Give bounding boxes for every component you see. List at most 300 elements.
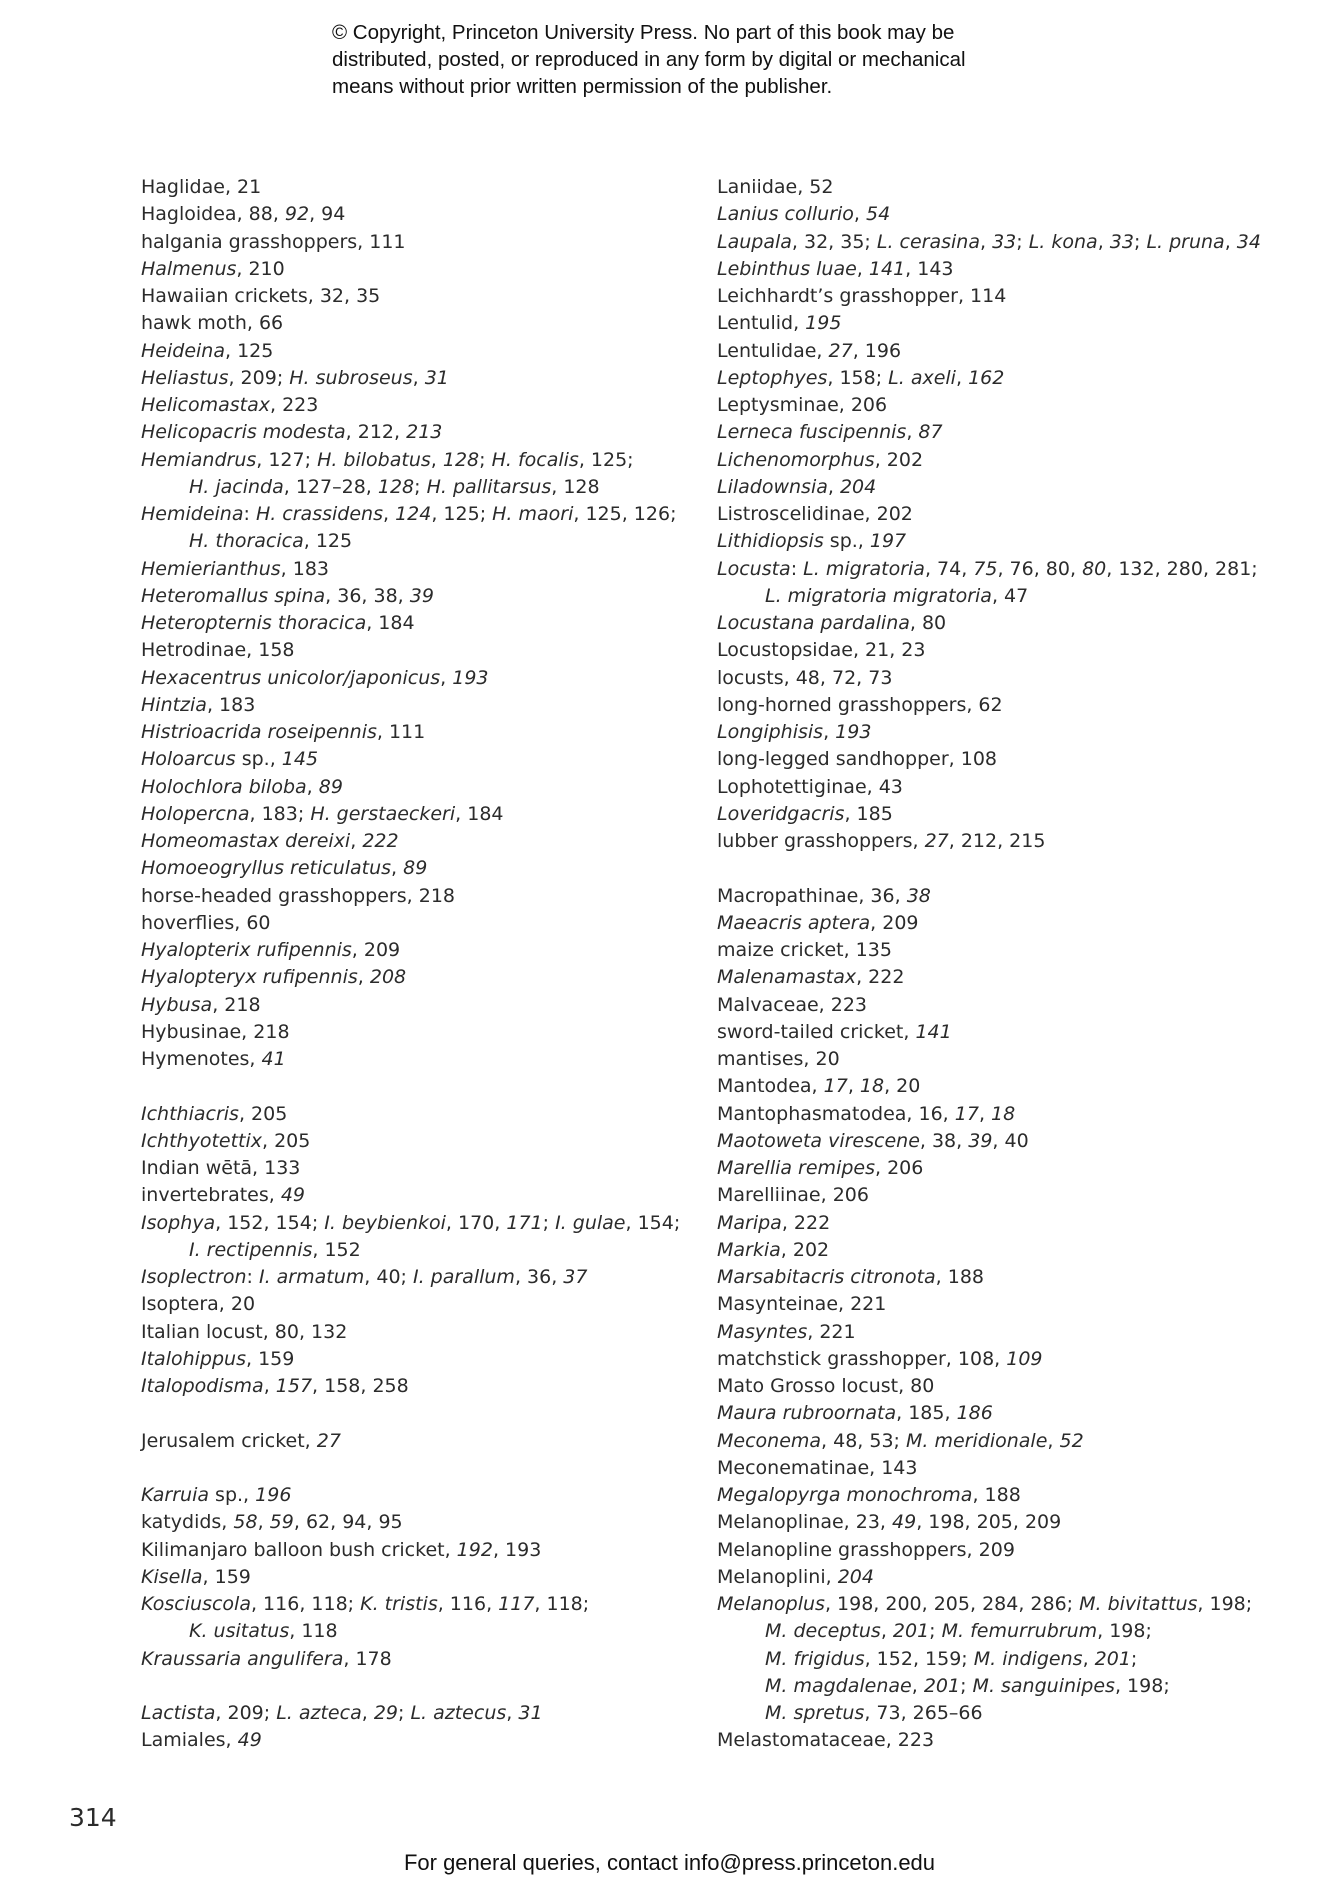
index-entry [717,746,1297,773]
index-entry-line [141,774,701,801]
index-entry [141,310,701,337]
index-term: , 80 [909,612,947,634]
index-entry-line [717,474,1297,501]
index-entry-line [141,1264,701,1291]
index-entry [141,883,701,910]
index-term: , 221 [807,1320,856,1343]
index-entry-line [141,1291,701,1318]
index-term: Hetrodinae, 158 [141,639,295,662]
index-term-italic: L. aztecus [410,1702,507,1724]
index-entry [717,637,1297,664]
index-entry [141,256,701,283]
index-term-italic: Heliastus [141,366,229,389]
index-term: , 193 [492,1538,542,1561]
index-entry [141,1319,701,1346]
index-term-italic: Holoarcus [141,748,236,771]
index-term-italic: 87 [918,421,943,444]
index-term-italic: Masyntes [717,1320,808,1343]
index-entry [717,774,1297,801]
index-term: sp., [823,530,870,553]
index-entry-line [141,1537,701,1564]
index-entry [717,1019,1297,1046]
index-entry-line [717,1428,1297,1455]
index-term: , [361,1702,374,1724]
index-entry [717,1319,1297,1346]
index-term: , 198, 205, 209 [916,1511,1062,1534]
index-entry-line [141,365,701,392]
index-term-italic: Ichthiacris [141,1102,239,1125]
index-entry [141,1346,701,1373]
index-term: , 183 [206,693,256,716]
index-term: , 178 [343,1647,392,1670]
index-entry [141,1482,701,1509]
index-entry-line [717,1482,1297,1509]
index-term: , 202 [874,448,924,471]
index-term-italic: 52 [1059,1429,1084,1452]
index-term-italic: M. femurrubrum [941,1620,1098,1643]
index-term-italic: 58 [233,1511,258,1534]
index-entry [141,419,701,446]
index-term: , 205 [262,1129,311,1152]
index-entry-line [717,365,1297,392]
index-term: , 159 [202,1565,251,1588]
index-entry [717,556,1297,611]
index-term: , 47 [991,584,1029,607]
index-term: horse-headed grasshoppers, 218 [141,884,455,907]
index-term-italic: H. focalis [491,448,579,471]
index-term-italic: Markia [717,1238,781,1261]
index-term: , [880,1620,893,1643]
index-term: katydids, [141,1511,234,1534]
index-term: : [243,503,256,525]
index-term: Hawaiian crickets, 32, 35 [141,285,381,307]
index-entry-line [141,501,701,528]
index-term-italic: L. cerasina [876,230,980,253]
index-entry-line [717,501,1297,528]
index-entry-line [141,1428,701,1455]
index-entry [717,1155,1297,1182]
index-term-italic: Locusta [717,557,791,580]
index-term: , 76, 80, [997,557,1083,580]
index-entry [141,992,701,1019]
index-term-italic: 49 [892,1511,917,1534]
index-term: , 183 [280,557,330,580]
index-entry [141,964,701,991]
index-term-italic: H. thoracica [189,530,304,553]
index-term-italic: 222 [362,830,399,852]
index-entry-line [717,1073,1297,1100]
index-term-italic: Heteromallus spina [141,584,326,607]
index-entry [717,1046,1297,1073]
index-entry-line [141,719,701,746]
index-term: , 20 [884,1075,921,1098]
index-entry-line [141,556,701,583]
index-entry-line [141,419,701,446]
index-entry [141,1537,701,1564]
index-entry [141,1564,701,1591]
index-term-italic: Hyalopterix rufipennis [141,939,352,961]
index-term: , [382,503,396,525]
index-entry-line [717,774,1297,801]
index-term-italic: M. sanguinipes [972,1674,1115,1697]
index-term: , 184 [366,612,415,634]
index-term: , [440,666,453,689]
index-term-italic: Locustana pardalina [717,612,910,634]
index-entry-line [717,1455,1297,1482]
index-entry [141,229,701,256]
index-term: Masynteinae, 221 [717,1293,887,1316]
index-entry [717,801,1297,828]
index-term: invertebrates, [141,1184,281,1207]
index-term-italic: L. axeli [888,366,956,389]
index-entry [717,229,1297,256]
index-entry [141,1101,701,1128]
index-entry [717,1210,1297,1237]
index-entry-continuation [717,583,1297,610]
index-term-italic: 201 [1094,1647,1131,1670]
index-term-italic: Loveridgacris [717,802,845,825]
index-entry-line [717,229,1297,256]
index-entry [717,692,1297,719]
index-entry [717,365,1297,392]
index-entry [141,855,701,882]
index-term-italic: Heideina [141,339,225,362]
index-term: , 48, 53; [821,1429,906,1452]
index-entry-line [141,937,701,964]
index-term-italic: 157 [275,1375,313,1397]
index-entry-line [141,1482,701,1509]
index-entry [717,1128,1297,1155]
index-entry-line [717,1237,1297,1264]
index-term-italic: I. parallum [412,1266,515,1288]
index-entry-continuation [717,1673,1297,1700]
index-term-italic: 18 [991,1102,1016,1125]
index-term-italic: Leptophyes [717,366,828,389]
index-entry-line [717,174,1297,201]
index-term: Italian locust, 80, 132 [141,1320,348,1343]
index-term: , [412,366,425,389]
index-term-italic: Ichthyotettix [141,1129,263,1152]
index-entry [717,828,1297,855]
index-entry-line [717,256,1297,283]
index-entry [141,583,701,610]
index-term: ; [398,1702,411,1724]
index-term: Lentulid, [717,312,806,335]
index-term: Malvaceae, 223 [717,993,868,1016]
index-term: , 198; [1097,1620,1152,1643]
index-term-italic: 201 [892,1620,930,1643]
index-entry [717,1591,1297,1727]
index-entry-line [141,1155,701,1182]
index-term: Marelliinae, 206 [717,1184,869,1207]
index-entry-line [717,637,1297,664]
index-entry-continuation [141,1618,701,1645]
index-term-italic: 204 [837,1565,874,1588]
index-entry-line [717,883,1297,910]
index-term: Lentulidae, [717,339,829,362]
index-term-italic: Homeomastax dereixi [141,830,351,852]
index-term-italic: Kraussaria angulifera [141,1647,344,1670]
index-term: , [827,475,840,498]
index-entry [141,1019,701,1046]
index-entry-line [141,1700,701,1727]
index-entry [717,1537,1297,1564]
index-entry-line [141,1727,701,1754]
index-term-italic: Marellia remipes [717,1157,875,1179]
index-term-italic: Karruia [141,1484,210,1506]
index-entry-line [717,1101,1297,1128]
index-term: , 74, [924,557,974,580]
index-term-italic: 39 [409,584,434,607]
index-entry-line [717,665,1297,692]
index-entry-line [141,447,701,474]
index-entry [141,1646,701,1673]
index-entry-line [141,583,701,610]
index-entry [717,1101,1297,1128]
index-term-italic: Histrioacrida roseipennis [141,721,377,743]
index-term-italic: 17 [823,1075,848,1098]
index-entry [141,1291,701,1318]
index-term: Melanoplinae, 23, [717,1511,892,1534]
index-term: mantises, 20 [717,1048,840,1070]
index-term-italic: Maotoweta virescene [717,1129,920,1152]
index-term: ; [929,1620,942,1643]
index-term: Mato Grosso locust, 80 [717,1375,935,1397]
index-term: , 188 [972,1484,1021,1506]
index-entry [717,1237,1297,1264]
index-entry [717,1182,1297,1209]
index-term-italic: 59 [269,1511,294,1534]
index-entry [141,1727,701,1754]
index-term: long-legged sandhopper, 108 [717,748,998,771]
index-term: : [246,1266,259,1288]
index-entry-line [141,883,701,910]
index-entry-line [717,201,1297,228]
index-entry-line [141,855,701,882]
index-term-italic: 34 [1236,230,1261,253]
index-entry-line [141,610,701,637]
index-term: , [257,1511,270,1534]
index-term-italic: 49 [237,1729,262,1752]
index-entry [717,1291,1297,1318]
index-term: Laniidae, 52 [717,176,834,198]
index-term: , [847,1075,860,1098]
index-term: , 183; [249,802,311,825]
index-term-italic: Longiphisis [717,721,824,743]
index-entry [141,746,701,773]
index-term-italic: 80 [1082,557,1107,580]
index-entry-line [717,692,1297,719]
index-term-italic: 18 [859,1075,885,1098]
index-term: , 127; [256,448,318,471]
index-term: , 125; [578,448,634,471]
index-term-italic: K. usitatus [189,1620,290,1643]
index-term: , 218 [212,993,261,1016]
index-term: , 198; [1114,1674,1170,1697]
index-term: , 222 [856,966,905,989]
index-entry [717,310,1297,337]
index-entry-line [141,1128,701,1155]
index-entry-line [717,1400,1297,1427]
index-term: , 40 [992,1129,1029,1152]
index-entry [717,283,1297,310]
index-entry-line [717,610,1297,637]
index-term: ; [1133,230,1147,253]
index-term: maize cricket, 135 [717,939,892,961]
index-term-italic: H. crassidens [255,503,383,525]
index-entry-line [717,1509,1297,1536]
index-term: ; [1130,1647,1138,1670]
index-term: , 205 [238,1102,288,1125]
index-term-italic: 124 [395,503,432,525]
index-term-italic: 141 [868,257,906,280]
index-term-italic: Maeacris aptera [717,911,871,934]
index-entry [141,1700,701,1727]
index-term: , 154; [625,1211,681,1234]
index-term-italic: Lanius collurio [717,203,854,226]
index-term-italic: 162 [968,366,1005,389]
index-entry-line [717,1591,1297,1618]
index-term-italic: Maripa [717,1211,782,1234]
index-term-italic: Holochlora biloba [141,775,307,798]
index-term: , 111 [376,721,426,743]
index-term: sp., [235,748,282,771]
index-entry [141,719,701,746]
index-term: Melanopline grasshoppers, 209 [717,1538,1015,1561]
index-entry-line [717,1210,1297,1237]
index-entry [141,1591,701,1646]
index-entry-line [717,801,1297,828]
index-term: , 158; [827,366,889,389]
index-entry-line [141,201,701,228]
index-term-italic: L. migratoria [803,557,925,580]
index-term: Jerusalem cricket, [141,1429,317,1452]
index-entry [717,501,1297,528]
index-term: Listroscelidinae, 202 [717,503,913,525]
index-entry-line [717,937,1297,964]
index-term: , [1082,1647,1095,1670]
index-term-italic: M. frigidus [765,1647,865,1670]
index-entry [717,992,1297,1019]
index-entry [141,1155,701,1182]
index-term: , [955,366,969,389]
index-column-right [717,174,1297,1755]
index-term-italic: L. azteca [276,1702,362,1724]
index-term: ; [542,1211,556,1234]
index-term: , 209 [351,939,401,961]
index-term-italic: 128 [442,448,480,471]
index-entry [141,610,701,637]
index-term: Melanoplini, [717,1565,838,1588]
index-term: , [853,203,867,226]
index-entry-line [717,992,1297,1019]
index-term: , 62, 94, 95 [293,1511,403,1534]
index-term-italic: Hemiandrus [141,448,257,471]
index-term: , 118 [289,1620,338,1643]
index-term: , 223 [270,394,319,416]
index-term-italic: Meconema [717,1429,822,1452]
index-entry-line [717,1046,1297,1073]
index-entry-line [141,1101,701,1128]
index-term: , 118; [534,1593,590,1615]
index-term: ; [414,475,427,498]
index-entry-line [141,1210,701,1237]
index-term: , [1224,230,1237,253]
index-term: locusts, 48, 72, 73 [717,666,893,689]
index-term: , 73, 265–66 [864,1702,983,1724]
index-term: , 152 [312,1238,361,1261]
index-entry-line [717,310,1297,337]
index-entry [717,1727,1297,1754]
index-term-italic: I. rectipennis [189,1238,313,1261]
index-entry-line [717,1128,1297,1155]
index-term-italic: 17 [954,1102,979,1125]
index-term: Lophotettiginae, 43 [717,775,903,798]
index-term-italic: Homoeogryllus reticulatus [141,857,392,880]
index-term-italic: 54 [866,203,891,226]
index-term-italic: Megalopyrga monochroma [717,1484,973,1506]
index-entry [141,392,701,419]
index-term: , 125, 126; [573,503,677,525]
index-term-italic: 41 [261,1048,286,1070]
index-term-italic: H. pallitarsus [426,475,552,498]
index-entry [141,365,701,392]
index-entry-line [141,310,701,337]
index-entry [717,447,1297,474]
index-term-italic: 89 [403,857,428,880]
index-term-italic: Lactista [141,1702,216,1724]
index-entry-line [717,910,1297,937]
index-entry [717,964,1297,991]
index-term: , 152, 159; [864,1647,974,1670]
index-term-italic: 171 [506,1211,543,1234]
index-term: , 209; [215,1702,277,1724]
index-entry-line [141,637,701,664]
index-entry-line [141,338,701,365]
index-entry [717,1428,1297,1455]
index-term-italic: 201 [923,1674,961,1697]
index-term: , 184 [455,802,504,825]
index-entry [141,283,701,310]
index-term-italic: 31 [518,1702,543,1724]
index-term-italic: M. magdalenae [765,1674,912,1697]
index-term-italic: 186 [956,1402,993,1425]
index-entry [717,201,1297,228]
index-term: , 125 [224,339,274,362]
index-term: , 36, [514,1266,564,1288]
index-entry [717,256,1297,283]
index-entry-line [141,828,701,855]
index-entry-line [141,283,701,310]
index-term: , [979,230,993,253]
index-entry-line [717,1019,1297,1046]
index-entry-line [141,665,701,692]
index-entry [717,1564,1297,1591]
index-term: Isoptera, 20 [141,1293,256,1316]
index-entry [141,501,701,556]
index-term: , 202 [780,1238,830,1261]
index-entry-line [717,746,1297,773]
index-term-italic: M. indigens [973,1647,1083,1670]
index-term: , [856,257,869,280]
index-entry-line [141,1319,701,1346]
index-term-italic: Lithidiopsis [717,530,824,553]
index-entry-line [141,1046,701,1073]
index-entry [141,1182,701,1209]
index-entry-line [141,256,701,283]
index-entry [141,1128,701,1155]
index-entry [717,528,1297,555]
